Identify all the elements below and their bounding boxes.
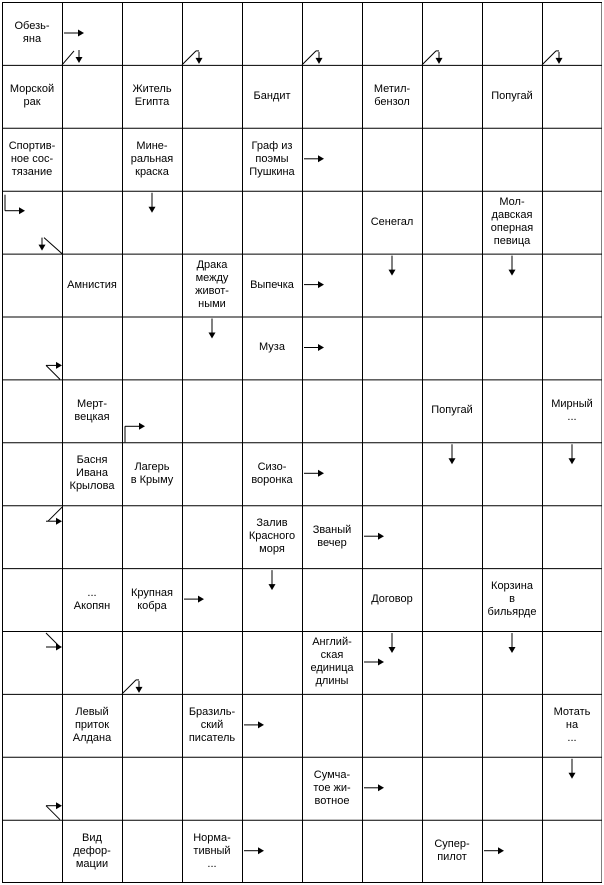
clue-cell: Басня Ивана Крылова	[69, 454, 115, 493]
clue-cell: Сумча- тое жи- вотное	[313, 768, 351, 807]
arrow-down	[569, 759, 576, 779]
arrow-right	[125, 423, 145, 430]
arrow-right	[364, 784, 384, 791]
arrow-down	[316, 52, 323, 64]
clue-cell: Мине- ральная краска	[130, 139, 174, 178]
arrow-right	[304, 281, 324, 288]
clue-cell: Званый вечер	[312, 523, 352, 549]
clue-cell: Супер- пилот	[434, 838, 470, 864]
arrow-down	[509, 633, 516, 653]
crossword-grid	[2, 2, 602, 883]
clue-cell: Амнистия	[67, 278, 117, 291]
clue-cell: Крупная кобра	[130, 586, 173, 612]
arrow-right	[244, 847, 264, 854]
clue-cell: Муза	[259, 341, 285, 354]
arrow-right	[304, 344, 324, 351]
arrow-down	[509, 256, 516, 276]
clue-cell: Левый приток Алдана	[72, 705, 112, 744]
arrow-down	[136, 681, 143, 693]
clue-cell: Спортив- ное сос- тязание	[8, 139, 56, 178]
clue-cell: Сизо- воронка	[251, 460, 293, 486]
arrow-right	[364, 533, 384, 540]
arrow-down	[389, 633, 396, 653]
clue-cell: Договор	[371, 593, 413, 606]
clue-cell: Мерт- вецкая	[74, 397, 110, 423]
clue-cell: Бандит	[253, 89, 291, 102]
clue-cell: Англий- ская единица длины	[310, 636, 354, 688]
arrow-down	[449, 444, 456, 464]
clue-cell: Вид дефор- мации	[73, 831, 111, 870]
clue-cell: Попугай	[431, 404, 473, 417]
arrow-right	[304, 470, 324, 477]
diag-line	[302, 51, 316, 65]
arrow-right	[484, 847, 504, 854]
arrow-down	[569, 444, 576, 464]
arrow-down	[149, 193, 156, 213]
arrow-down	[196, 52, 203, 64]
arrow-down	[556, 52, 563, 64]
clue-cell: Граф из поэмы Пушкина	[249, 139, 295, 178]
arrow-down	[209, 319, 216, 339]
clue-cell: Житель Египта	[132, 83, 172, 109]
arrow-down	[389, 256, 396, 276]
arrow-right	[46, 518, 62, 525]
clue-cell: Попугай	[491, 89, 533, 102]
clue-cell: Норма- тивный ...	[193, 831, 231, 870]
diag-line	[422, 51, 436, 65]
diag-line	[62, 51, 74, 65]
clue-cell: Корзина в бильярде	[487, 580, 537, 619]
arrow-right	[184, 596, 204, 603]
arrow-right	[46, 644, 62, 651]
arrow-right	[64, 30, 84, 37]
diag-line	[48, 507, 62, 521]
clue-cell: Залив Красного моря	[248, 517, 296, 556]
arrow-right	[5, 207, 25, 214]
diag-line	[542, 51, 556, 65]
arrow-down	[39, 238, 46, 251]
clue-cell: Лагерь в Крыму	[130, 460, 174, 486]
clue-cell: Выпечка	[250, 278, 294, 291]
clue-cell: Морской рак	[9, 83, 55, 109]
clue-cell: Сенегал	[370, 215, 414, 228]
clue-cell: Драка между живот- ными	[195, 259, 229, 311]
diag-line	[182, 51, 196, 65]
arrow-down	[76, 50, 83, 63]
arrow-down	[436, 52, 443, 64]
clue-cell: Мотать на ...	[553, 705, 591, 744]
clue-cell: Обезь- яна	[14, 20, 50, 46]
arrow-right	[364, 659, 384, 666]
arrow-right	[304, 155, 324, 162]
diag-line	[122, 680, 136, 694]
clue-cell: Мол- давская оперная певица	[490, 196, 534, 248]
arrow-right	[244, 721, 264, 728]
clue-cell: Мирный ...	[551, 397, 593, 423]
clue-cell: Бразиль- ский писатель	[188, 705, 236, 744]
arrow-down	[269, 570, 276, 590]
diag-line	[44, 238, 62, 254]
clue-cell: ... Акопян	[73, 586, 111, 612]
clue-cell: Метил- бензол	[373, 83, 411, 109]
